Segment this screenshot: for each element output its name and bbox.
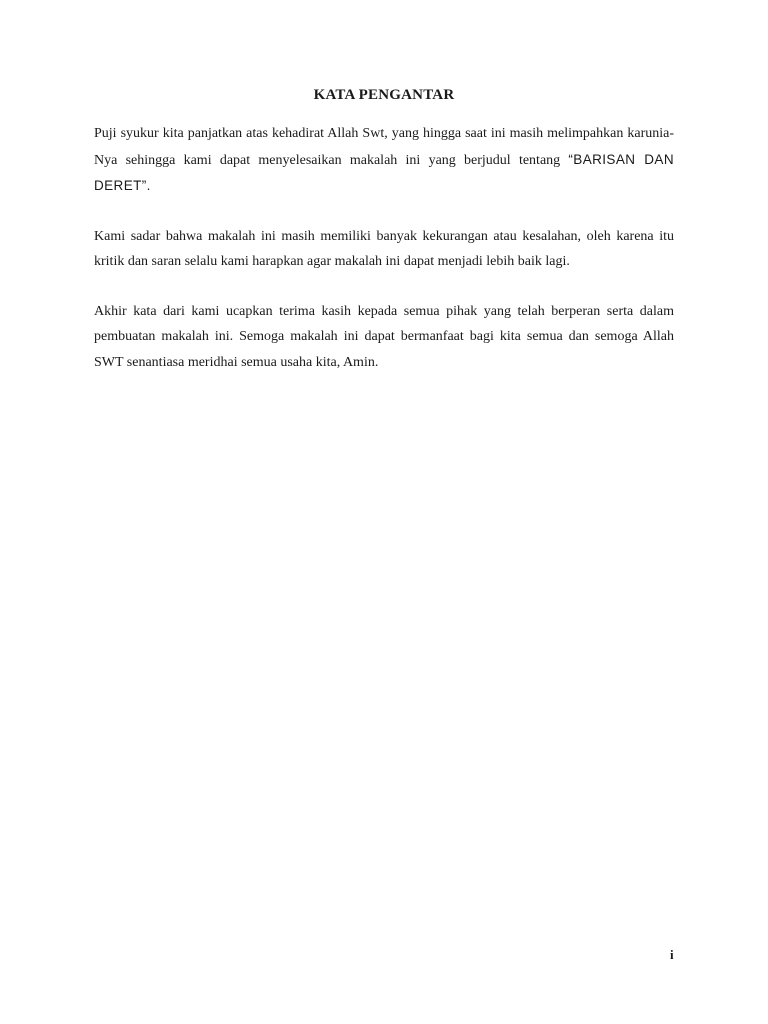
page-number: i [670,947,674,962]
paragraph-gratitude [94,121,674,200]
paper-title-quote: “BARISAN DAN DERET”. [94,151,674,193]
paragraph-gratitude-text: Puji syukur kita panjatkan atas kehadirat Allah Swt, yang hingga saat ini masih melimpahkan karunia-Nya sehingga kami dapat menyelesaikan makalah ini yang berjudul tentang [94,126,674,168]
page-title: KATA PENGANTAR [313,87,455,103]
paragraph-acknowledgement: Kami sadar bahwa makalah ini masih memiliki banyak kekurangan atau kesalahan, oleh karena itu kritik dan saran selalu kami harapkan agar makalah ini dapat menjadi lebih baik lagi. [94,228,674,269]
paragraph-closing: Akhir kata dari kami ucapkan terima kasih kepada semua pihak yang telah berperan serta dalam pembuatan makalah ini. Semoga makalah ini dapat bermanfaat bagi kita semua dan semoga Allah SWT senantiasa meridhai semua usaha kita, Amin. [94,303,674,370]
document-body [94,121,674,399]
